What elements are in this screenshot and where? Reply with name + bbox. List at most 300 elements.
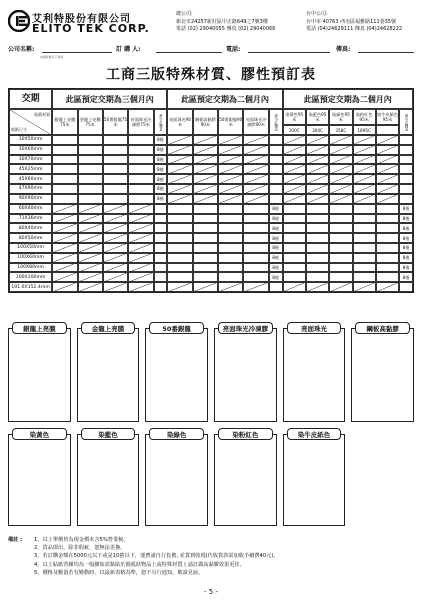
column-header: 亮面珠光冷凍膠75米 [128, 109, 153, 135]
unavailable-cell [329, 155, 352, 165]
min-order-cell: 8捲 [269, 272, 283, 282]
column-header: 最小訂購量 [154, 109, 168, 135]
quantity-input-cell[interactable] [283, 243, 306, 253]
color-code: 358C [329, 125, 352, 135]
quantity-input-cell[interactable] [128, 145, 153, 155]
quantity-input-cell[interactable] [128, 164, 153, 174]
form-mini-note: ※請詳填以下資料 [40, 55, 64, 59]
min-order-cell [154, 243, 168, 253]
quantity-input-cell[interactable] [193, 272, 218, 282]
quantity-input-cell[interactable] [218, 243, 243, 253]
min-order-cell: 8捲 [269, 233, 283, 243]
unavailable-cell [243, 174, 268, 184]
quantity-input-cell[interactable] [376, 253, 399, 263]
quantity-input-cell[interactable] [218, 233, 243, 243]
unavailable-cell [193, 194, 218, 204]
quantity-input-cell[interactable] [193, 253, 218, 263]
unavailable-cell [283, 174, 306, 184]
unavailable-cell [243, 282, 268, 292]
quantity-input-cell[interactable] [78, 184, 103, 194]
unavailable-cell [193, 155, 218, 165]
unavailable-cell [78, 223, 103, 233]
unavailable-cell [52, 223, 77, 233]
unavailable-cell [103, 214, 128, 224]
unavailable-cell [193, 135, 218, 145]
sample-label: 染黃色 [12, 428, 67, 440]
unavailable-cell [329, 184, 352, 194]
unavailable-cell [376, 135, 399, 145]
unavailable-cell [218, 184, 243, 194]
quantity-input-cell[interactable] [376, 263, 399, 273]
unavailable-cell [353, 194, 376, 204]
unavailable-cell [167, 145, 192, 155]
quantity-input-cell[interactable] [128, 135, 153, 145]
unavailable-cell [52, 243, 77, 253]
unavailable-cell [167, 164, 192, 174]
quantity-input-cell[interactable] [103, 164, 128, 174]
quantity-input-cell[interactable] [243, 204, 268, 214]
taichung-phone: 電話 (04)24629111 傳真 (04)24628222 [306, 26, 403, 32]
quantity-input-cell[interactable] [167, 253, 192, 263]
sample-label: 染綠色 [149, 428, 204, 440]
quantity-input-cell[interactable] [329, 204, 352, 214]
quantity-input-cell[interactable] [329, 214, 352, 224]
unavailable-cell [329, 282, 352, 292]
quantity-input-cell[interactable] [218, 204, 243, 214]
quantity-input-cell[interactable] [78, 135, 103, 145]
quantity-input-cell[interactable] [353, 253, 376, 263]
unavailable-cell [306, 282, 329, 292]
min-order-cell [399, 155, 413, 165]
unavailable-cell [329, 174, 352, 184]
unavailable-cell [218, 164, 243, 174]
unavailable-cell [52, 282, 77, 292]
quantity-input-cell[interactable] [103, 184, 128, 194]
unavailable-cell [283, 282, 306, 292]
quantity-input-cell[interactable] [329, 272, 352, 282]
min-order-cell: 8捲 [269, 204, 283, 214]
quantity-input-cell[interactable] [329, 243, 352, 253]
size-row-label: 71X36mm [9, 214, 52, 224]
quantity-input-cell[interactable] [52, 164, 77, 174]
min-order-cell: 8捲 [269, 243, 283, 253]
min-order-cell [269, 184, 283, 194]
sample-label: 金龍上亮膜 [81, 322, 136, 334]
unavailable-cell [218, 145, 243, 155]
size-row-label: 60X40mm [9, 204, 52, 214]
quantity-input-cell[interactable] [306, 233, 329, 243]
min-order-cell [154, 272, 168, 282]
column-header: 染黃色95米 [283, 109, 306, 125]
unavailable-cell [353, 282, 376, 292]
phone-field[interactable] [248, 52, 330, 53]
unavailable-cell [128, 223, 153, 233]
quantity-input-cell[interactable] [218, 253, 243, 263]
quantity-input-cell[interactable] [103, 194, 128, 204]
unavailable-cell [78, 282, 103, 292]
taichung-address: 台中市 40763 西屯區福雅路111巷35號 [306, 18, 396, 25]
size-material-header [9, 109, 52, 135]
unavailable-cell [103, 243, 128, 253]
unavailable-cell [353, 145, 376, 155]
quantity-input-cell[interactable] [353, 204, 376, 214]
quantity-input-cell[interactable] [283, 263, 306, 273]
quantity-input-cell[interactable] [376, 243, 399, 253]
unavailable-cell [376, 164, 399, 174]
sample-box [145, 328, 208, 422]
order-table [8, 88, 414, 293]
unavailable-cell [128, 272, 153, 282]
quantity-input-cell[interactable] [52, 184, 77, 194]
sample-label: 銀龍上亮膜 [12, 322, 67, 334]
quantity-input-cell[interactable] [283, 214, 306, 224]
column-header: 金龍上亮膜75米 [78, 109, 103, 135]
min-order-cell [269, 164, 283, 174]
quantity-input-cell[interactable] [167, 272, 192, 282]
min-order-cell [399, 184, 413, 194]
min-order-cell [154, 214, 168, 224]
unavailable-cell [167, 194, 192, 204]
min-order-cell [154, 253, 168, 263]
min-order-cell: 8捲 [154, 174, 168, 184]
min-order-cell [269, 135, 283, 145]
column-header: 最小訂購量 [399, 109, 413, 135]
min-order-cell: 8捲 [399, 272, 413, 282]
min-order-cell [154, 282, 168, 292]
unavailable-cell [243, 155, 268, 165]
column-header: 50番銀龍75米 [103, 109, 128, 135]
quantity-input-cell[interactable] [167, 263, 192, 273]
unavailable-cell [78, 204, 103, 214]
quantity-input-cell[interactable] [283, 272, 306, 282]
quantity-input-cell[interactable] [218, 214, 243, 224]
company-name-cn: 艾利特股份有限公司 [32, 14, 131, 25]
quantity-input-cell[interactable] [78, 194, 103, 204]
quantity-input-cell[interactable] [306, 243, 329, 253]
sample-box [351, 328, 414, 422]
note-item: 2，貨品即出，除非瑕疵，恕無法更換。 [34, 545, 126, 552]
size-row-label: 100X80mm [9, 263, 52, 273]
unavailable-cell [78, 253, 103, 263]
quantity-input-cell[interactable] [78, 145, 103, 155]
quantity-input-cell[interactable] [128, 184, 153, 194]
unavailable-cell [329, 194, 352, 204]
quantity-input-cell[interactable] [243, 233, 268, 243]
unavailable-cell [243, 135, 268, 145]
fax-field[interactable] [358, 52, 414, 53]
quantity-input-cell[interactable] [78, 174, 103, 184]
unavailable-cell [52, 272, 77, 282]
min-order-cell [154, 204, 168, 214]
unavailable-cell [78, 233, 103, 243]
unavailable-cell [167, 282, 192, 292]
sample-label: 染牛皮紙色 [287, 428, 342, 440]
min-order-cell: 8捲 [399, 223, 413, 233]
quantity-input-cell[interactable] [103, 155, 128, 165]
unavailable-cell [128, 233, 153, 243]
unavailable-cell [193, 282, 218, 292]
column-header: 亮面珠光90米 [167, 109, 192, 135]
size-row-label: 100X50mm [9, 243, 52, 253]
note-item: 1，以上單價皆為現金價未含5%營業稅。 [34, 537, 129, 543]
quantity-input-cell[interactable] [329, 223, 352, 233]
min-order-cell [269, 194, 283, 204]
unavailable-cell [167, 155, 192, 165]
size-label: 貼紙尺寸 [11, 127, 27, 132]
min-order-cell: 8捲 [399, 253, 413, 263]
unavailable-cell [376, 145, 399, 155]
quantity-input-cell[interactable] [52, 135, 77, 145]
notes-label: 備註 : [8, 537, 23, 543]
min-order-cell: 8捲 [399, 204, 413, 214]
size-row-label: 45X25mm [9, 164, 52, 174]
sample-box [145, 434, 208, 526]
quantity-input-cell[interactable] [376, 214, 399, 224]
quantity-input-cell[interactable] [167, 204, 192, 214]
unavailable-cell [218, 194, 243, 204]
size-row-label: 90X90mm [9, 194, 52, 204]
unavailable-cell [128, 263, 153, 273]
quantity-input-cell[interactable] [193, 223, 218, 233]
quantity-input-cell[interactable] [329, 263, 352, 273]
quantity-input-cell[interactable] [376, 204, 399, 214]
quantity-input-cell[interactable] [193, 263, 218, 273]
min-order-cell: 8捲 [269, 214, 283, 224]
quantity-input-cell[interactable] [52, 174, 77, 184]
quantity-input-cell[interactable] [353, 223, 376, 233]
unavailable-cell [52, 263, 77, 273]
hq-label: 總公司: [176, 11, 193, 17]
unavailable-cell [283, 145, 306, 155]
quantity-input-cell[interactable] [306, 263, 329, 273]
unavailable-cell [376, 194, 399, 204]
unavailable-cell [329, 135, 352, 145]
min-order-cell: 8捲 [269, 263, 283, 273]
min-order-cell: 8捲 [154, 135, 168, 145]
quantity-input-cell[interactable] [306, 253, 329, 263]
unavailable-cell [218, 174, 243, 184]
quantity-input-cell[interactable] [243, 214, 268, 224]
unavailable-cell [167, 184, 192, 194]
unavailable-cell [306, 135, 329, 145]
quantity-input-cell[interactable] [306, 272, 329, 282]
sample-label: 亮面珠光 [287, 322, 342, 334]
quantity-input-cell[interactable] [283, 204, 306, 214]
quantity-input-cell[interactable] [128, 194, 153, 204]
sample-box [283, 328, 346, 422]
quantity-input-cell[interactable] [128, 174, 153, 184]
quantity-input-cell[interactable] [193, 214, 218, 224]
min-order-cell: 8捲 [399, 214, 413, 224]
color-code: 100C [283, 125, 306, 135]
quantity-input-cell[interactable] [353, 214, 376, 224]
unavailable-cell [283, 164, 306, 174]
unavailable-cell [103, 204, 128, 214]
min-order-cell: 8捲 [154, 155, 168, 165]
min-order-cell: 8捲 [154, 184, 168, 194]
quantity-input-cell[interactable] [243, 272, 268, 282]
size-row-label: 80X50mm [9, 233, 52, 243]
quantity-input-cell[interactable] [283, 233, 306, 243]
quantity-input-cell[interactable] [329, 253, 352, 263]
unavailable-cell [128, 214, 153, 224]
taichung-address-block [306, 11, 402, 34]
quantity-input-cell[interactable] [103, 145, 128, 155]
quantity-input-cell[interactable] [353, 233, 376, 243]
orderer-field[interactable] [156, 52, 222, 53]
quantity-input-cell[interactable] [193, 233, 218, 243]
quantity-input-cell[interactable] [376, 233, 399, 243]
min-order-cell: 8捲 [269, 223, 283, 233]
column-header: 銀龍上亮膜75米 [52, 109, 77, 135]
quantity-input-cell[interactable] [283, 253, 306, 263]
min-order-cell [269, 174, 283, 184]
quantity-input-cell[interactable] [193, 204, 218, 214]
sample-box [77, 328, 140, 422]
quantity-input-cell[interactable] [167, 233, 192, 243]
quantity-input-cell[interactable] [306, 204, 329, 214]
quantity-input-cell[interactable] [218, 272, 243, 282]
unavailable-cell [218, 135, 243, 145]
column-header: 鋼板高黏膠90米 [193, 109, 218, 135]
size-row-label: 80X40mm [9, 223, 52, 233]
quantity-input-cell[interactable] [78, 164, 103, 174]
min-order-cell [399, 194, 413, 204]
quantity-input-cell[interactable] [78, 155, 103, 165]
quantity-input-cell[interactable] [283, 223, 306, 233]
company-logo-icon [8, 10, 30, 32]
quantity-input-cell[interactable] [103, 174, 128, 184]
size-row-label: 30X60mm [9, 145, 52, 155]
quantity-input-cell[interactable] [306, 214, 329, 224]
unavailable-cell [306, 194, 329, 204]
unavailable-cell [128, 204, 153, 214]
size-row-label: 100X60mm [9, 253, 52, 263]
quantity-input-cell[interactable] [306, 223, 329, 233]
unavailable-cell [78, 263, 103, 273]
quantity-input-cell[interactable] [218, 263, 243, 273]
unavailable-cell [193, 164, 218, 174]
unavailable-cell [103, 272, 128, 282]
size-row-label: 30X70mm [9, 155, 52, 165]
quantity-input-cell[interactable] [329, 233, 352, 243]
unavailable-cell [283, 135, 306, 145]
min-order-cell [154, 223, 168, 233]
quantity-input-cell[interactable] [243, 253, 268, 263]
quantity-input-cell[interactable] [376, 223, 399, 233]
quantity-input-cell[interactable] [243, 263, 268, 273]
group-header: 此區預定交期為二個月內 [167, 89, 282, 109]
min-order-cell: 8捲 [399, 243, 413, 253]
unavailable-cell [353, 184, 376, 194]
quantity-input-cell[interactable] [52, 155, 77, 165]
unavailable-cell [306, 155, 329, 165]
unavailable-cell [283, 184, 306, 194]
unavailable-cell [128, 253, 153, 263]
color-code: 1895C [353, 125, 376, 135]
unavailable-cell [103, 282, 128, 292]
quantity-input-cell[interactable] [167, 223, 192, 233]
sample-box [8, 434, 71, 526]
quantity-input-cell[interactable] [167, 243, 192, 253]
quantity-input-cell[interactable] [128, 155, 153, 165]
min-order-cell [154, 263, 168, 273]
quantity-input-cell[interactable] [243, 243, 268, 253]
sample-box [214, 328, 277, 422]
column-header: 最小訂購量 [269, 109, 283, 135]
quantity-input-cell[interactable] [52, 145, 77, 155]
sample-box [77, 434, 140, 526]
unavailable-cell [283, 194, 306, 204]
unavailable-cell [193, 174, 218, 184]
fax-label: 傳真: [336, 46, 351, 53]
quantity-input-cell[interactable] [167, 214, 192, 224]
min-order-cell: 8捲 [399, 233, 413, 243]
unavailable-cell [128, 282, 153, 292]
column-header: 染牛皮紙色95米 [376, 109, 399, 125]
size-row-label: 101.6X152.4mm [9, 282, 52, 292]
sample-box [214, 434, 277, 526]
unavailable-cell [243, 184, 268, 194]
unavailable-cell [376, 282, 399, 292]
unavailable-cell [128, 243, 153, 253]
quantity-input-cell[interactable] [52, 194, 77, 204]
letterhead [8, 8, 414, 38]
column-header: 50番銀龍90米 [218, 109, 243, 135]
note-item: 3，若訂購金額在5000元以下或是10捲以下，運費請自行負擔, 並貨到收現(代收貨款需加收手續費40元)。 [34, 553, 279, 560]
taichung-label: 台中公司: [306, 11, 328, 17]
unavailable-cell [52, 214, 77, 224]
unavailable-cell [353, 164, 376, 174]
quantity-input-cell[interactable] [218, 223, 243, 233]
quantity-input-cell[interactable] [376, 272, 399, 282]
hq-address-block [176, 11, 275, 34]
unavailable-cell [167, 135, 192, 145]
min-order-cell [269, 155, 283, 165]
unavailable-cell [218, 155, 243, 165]
quantity-input-cell[interactable] [353, 263, 376, 273]
quantity-input-cell[interactable] [243, 223, 268, 233]
exchange-label: 交期 [9, 89, 52, 109]
company-name-field[interactable] [42, 52, 112, 53]
min-order-cell [269, 282, 283, 292]
note-item: 5，價格及數量若有變動時，以最新表格為準，恕不另行通知，敬請見諒。 [34, 569, 204, 576]
unavailable-cell [329, 145, 352, 155]
material-label: 貼紙材質 [34, 112, 51, 117]
quantity-input-cell[interactable] [193, 243, 218, 253]
column-header: 染藍色95米 [306, 109, 329, 125]
quantity-input-cell[interactable] [103, 135, 128, 145]
min-order-cell: 8捲 [154, 164, 168, 174]
sample-box [283, 434, 346, 526]
unavailable-cell [376, 155, 399, 165]
min-order-cell [399, 174, 413, 184]
unavailable-cell [243, 164, 268, 174]
column-header: 染綠色95米 [329, 109, 352, 125]
min-order-cell [399, 282, 413, 292]
unavailable-cell [306, 164, 329, 174]
size-row-label: 47X90mm [9, 184, 52, 194]
orderer-label: 訂 購 人: [116, 46, 141, 53]
unavailable-cell [283, 155, 306, 165]
group-header: 此區預定交期為二個月內 [283, 89, 413, 109]
min-order-cell [154, 233, 168, 243]
color-code [376, 125, 399, 135]
quantity-input-cell[interactable] [353, 243, 376, 253]
min-order-cell [399, 135, 413, 145]
quantity-input-cell[interactable] [353, 272, 376, 282]
column-header: 亮面珠光冷凍膠90米 [243, 109, 268, 135]
